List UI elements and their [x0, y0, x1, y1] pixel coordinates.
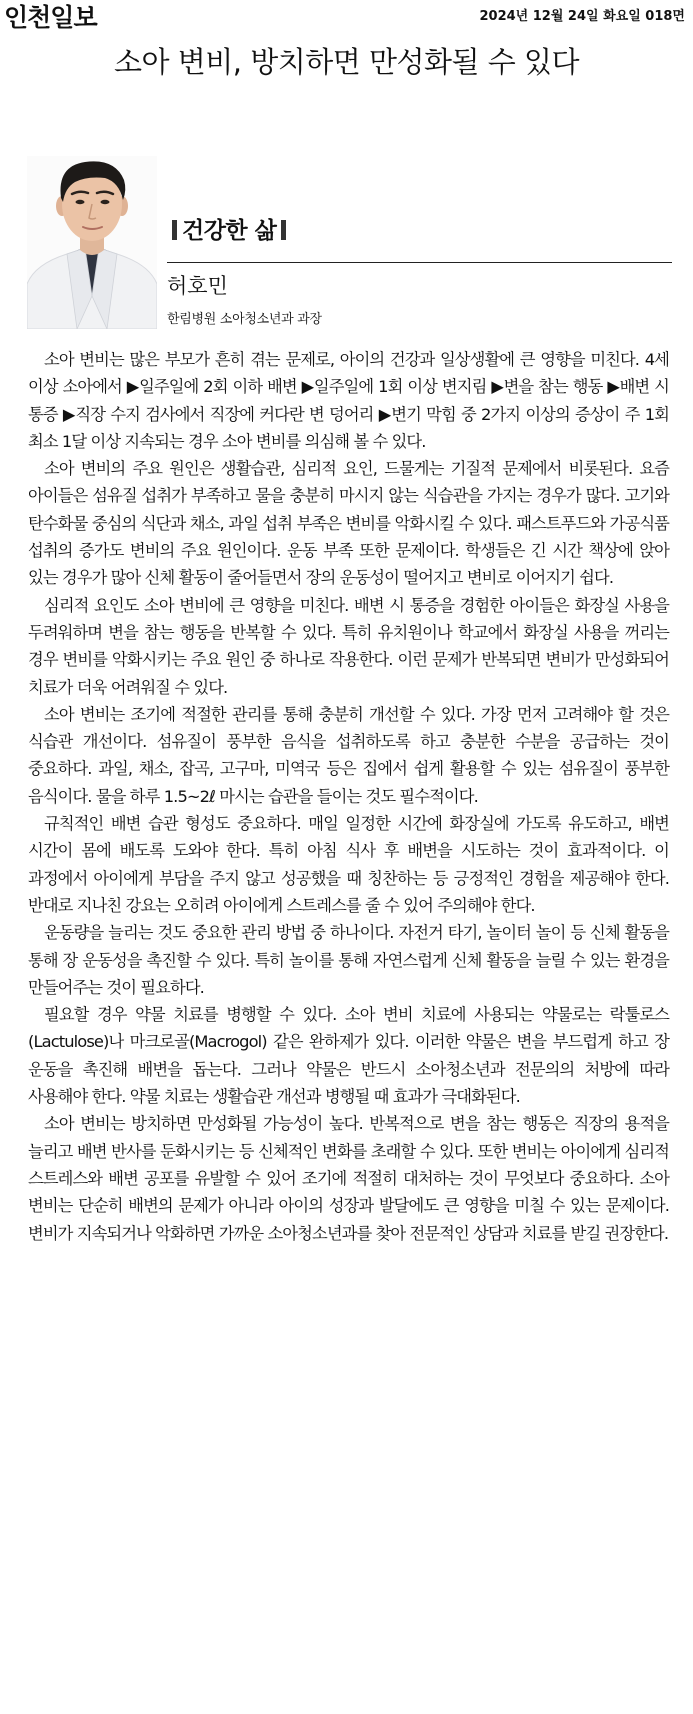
article-paragraph-1: 소아 변비는 많은 부모가 흔히 겪는 문제로, 아이의 건강과 일상생활에 큰 영향을 미친다. 4세 이상 소아에서 ▶일주일에 2회 이하 배변 ▶일주일에 1회 이상 변지림 ▶변을 참는 행동 ▶배변 시 통증 ▶직장 수지 검사에서 직장에 커다란 변 덩어리 ▶변기 막힘 중 2가지 이상의 증상이 주 1회 최소 1달 이상 지속되는 경우 소아 변비를 의심해 볼 수 있다. [28, 350, 669, 451]
article-paragraph-4: 소아 변비는 조기에 적절한 관리를 통해 충분히 개선할 수 있다. 가장 먼저 고려해야 할 것은 식습관 개선이다. 섬유질이 풍부한 음식을 섭취하도록 하고 충분한 수분을 공급하는 것이 중요하다. 과일, 채소, 잡곡, 고구마, 미역국 등은 집에서 쉽게 활용할 수 있는 섬유질이 풍부한 음식이다. 물을 하루 1.5~2ℓ 마시는 습관을 들이는 것도 필수적이다. [28, 704, 669, 806]
article-body [28, 346, 669, 1247]
article-paragraph-6: 운동량을 늘리는 것도 중요한 관리 방법 중 하나이다. 자전거 타기, 놀이터 놀이 등 신체 활동을 통해 장 운동성을 촉진할 수 있다. 특히 놀이를 통해 자연스럽게 신체 활동을 늘릴 수 있는 환경을 만들어주는 것이 필요하다. [28, 923, 669, 997]
article-paragraph-2: 소아 변비의 주요 원인은 생활습관, 심리적 요인, 드물게는 기질적 문제에서 비롯된다. 요즘 아이들은 섬유질 섭취가 부족하고 물을 충분히 마시지 않는 식습관을 가지는 경우가 많다. 고기와 탄수화물 중심의 식단과 채소, 과일 섭취 부족은 변비를 악화시킬 수 있다. 패스트푸드와 가공식품 섭취의 증가도 변비의 주요 원인이다. 운동 부족 또한 문제이다. 학생들은 긴 시간 책상에 앉아 있는 경우가 많아 신체 활동이 줄어들면서 장의 운동성이 떨어지고 변비로 이어지기 쉽다. [28, 459, 669, 588]
article-paragraph-5: 규칙적인 배변 습관 형성도 중요하다. 매일 일정한 시간에 화장실에 가도록 유도하고, 배변 시간이 몸에 배도록 도와야 한다. 특히 아침 식사 후 배변을 시도하는 것이 효과적이다. 이 과정에서 아이에게 부담을 주지 않고 성공했을 때 칭찬하는 등 긍정적인 경험을 제공해야 한다. 반대로 지나친 강요는 오히려 아이에게 스트레스를 줄 수 있어 주의해야 한다. [28, 814, 669, 915]
author-name: 허호민 [167, 274, 228, 298]
newspaper-logo: 인천일보 [4, 3, 97, 32]
article-paragraph-7: 필요할 경우 약물 치료를 병행할 수 있다. 소아 변비 치료에 사용되는 약물로는 락툴로스(Lactulose)나 마크로골(Macrogol) 같은 완하제가 있다. 이러한 약물은 변을 부드럽게 하고 장 운동을 촉진해 배변을 돕는다. 그러나 약물은 반드시 소아청소년과 전문의의 처방에 따라 사용해야 한다. 약물 치료는 생활습관 개선과 병행될 때 효과가 극대화된다. [28, 1005, 669, 1107]
dateline: 2024년 12월 24일 화요일 018면 [479, 9, 685, 24]
article-paragraph-3: 심리적 요인도 소아 변비에 큰 영향을 미친다. 배변 시 통증을 경험한 아이들은 화장실 사용을 두려워하며 변을 참는 행동을 반복할 수 있다. 특히 유치원이나 학교에서 화장실 사용을 꺼리는 경우 변비를 악화시키는 주요 원인 중 하나로 작용한다. 이런 문제가 반복되면 변비가 만성화되어 치료가 더욱 어려워질 수 있다. [28, 595, 669, 697]
author-portrait-image [27, 156, 157, 329]
byline-divider [167, 262, 672, 263]
masthead [0, 0, 693, 30]
column-label-left-bar [172, 220, 177, 240]
column-label-right-bar [281, 220, 286, 240]
column-label-text: 건강한 삶 [182, 218, 277, 244]
article-headline: 소아 변비, 방치하면 만성화될 수 있다 [113, 45, 580, 79]
column-label [167, 212, 291, 245]
author-title: 한림병원 소아청소년과 과장 [167, 312, 322, 327]
author-photo [27, 156, 157, 329]
article-paragraph-8: 소아 변비는 방치하면 만성화될 가능성이 높다. 반복적으로 변을 참는 행동은 직장의 용적을 늘리고 배변 반사를 둔화시키는 등 신체적인 변화를 초래할 수 있다. 또한 변비는 아이에게 심리적 스트레스와 배변 공포를 유발할 수 있어 조기에 적절히 대처하는 것이 무엇보다 중요하다. 소아 변비는 단순히 배변의 문제가 아니라 아이의 성장과 발달에도 큰 영향을 미칠 수 있는 문제이다. 변비가 지속되거나 악화하면 가까운 소아청소년과를 찾아 전문적인 상담과 치료를 받길 권장한다. [28, 1114, 669, 1243]
